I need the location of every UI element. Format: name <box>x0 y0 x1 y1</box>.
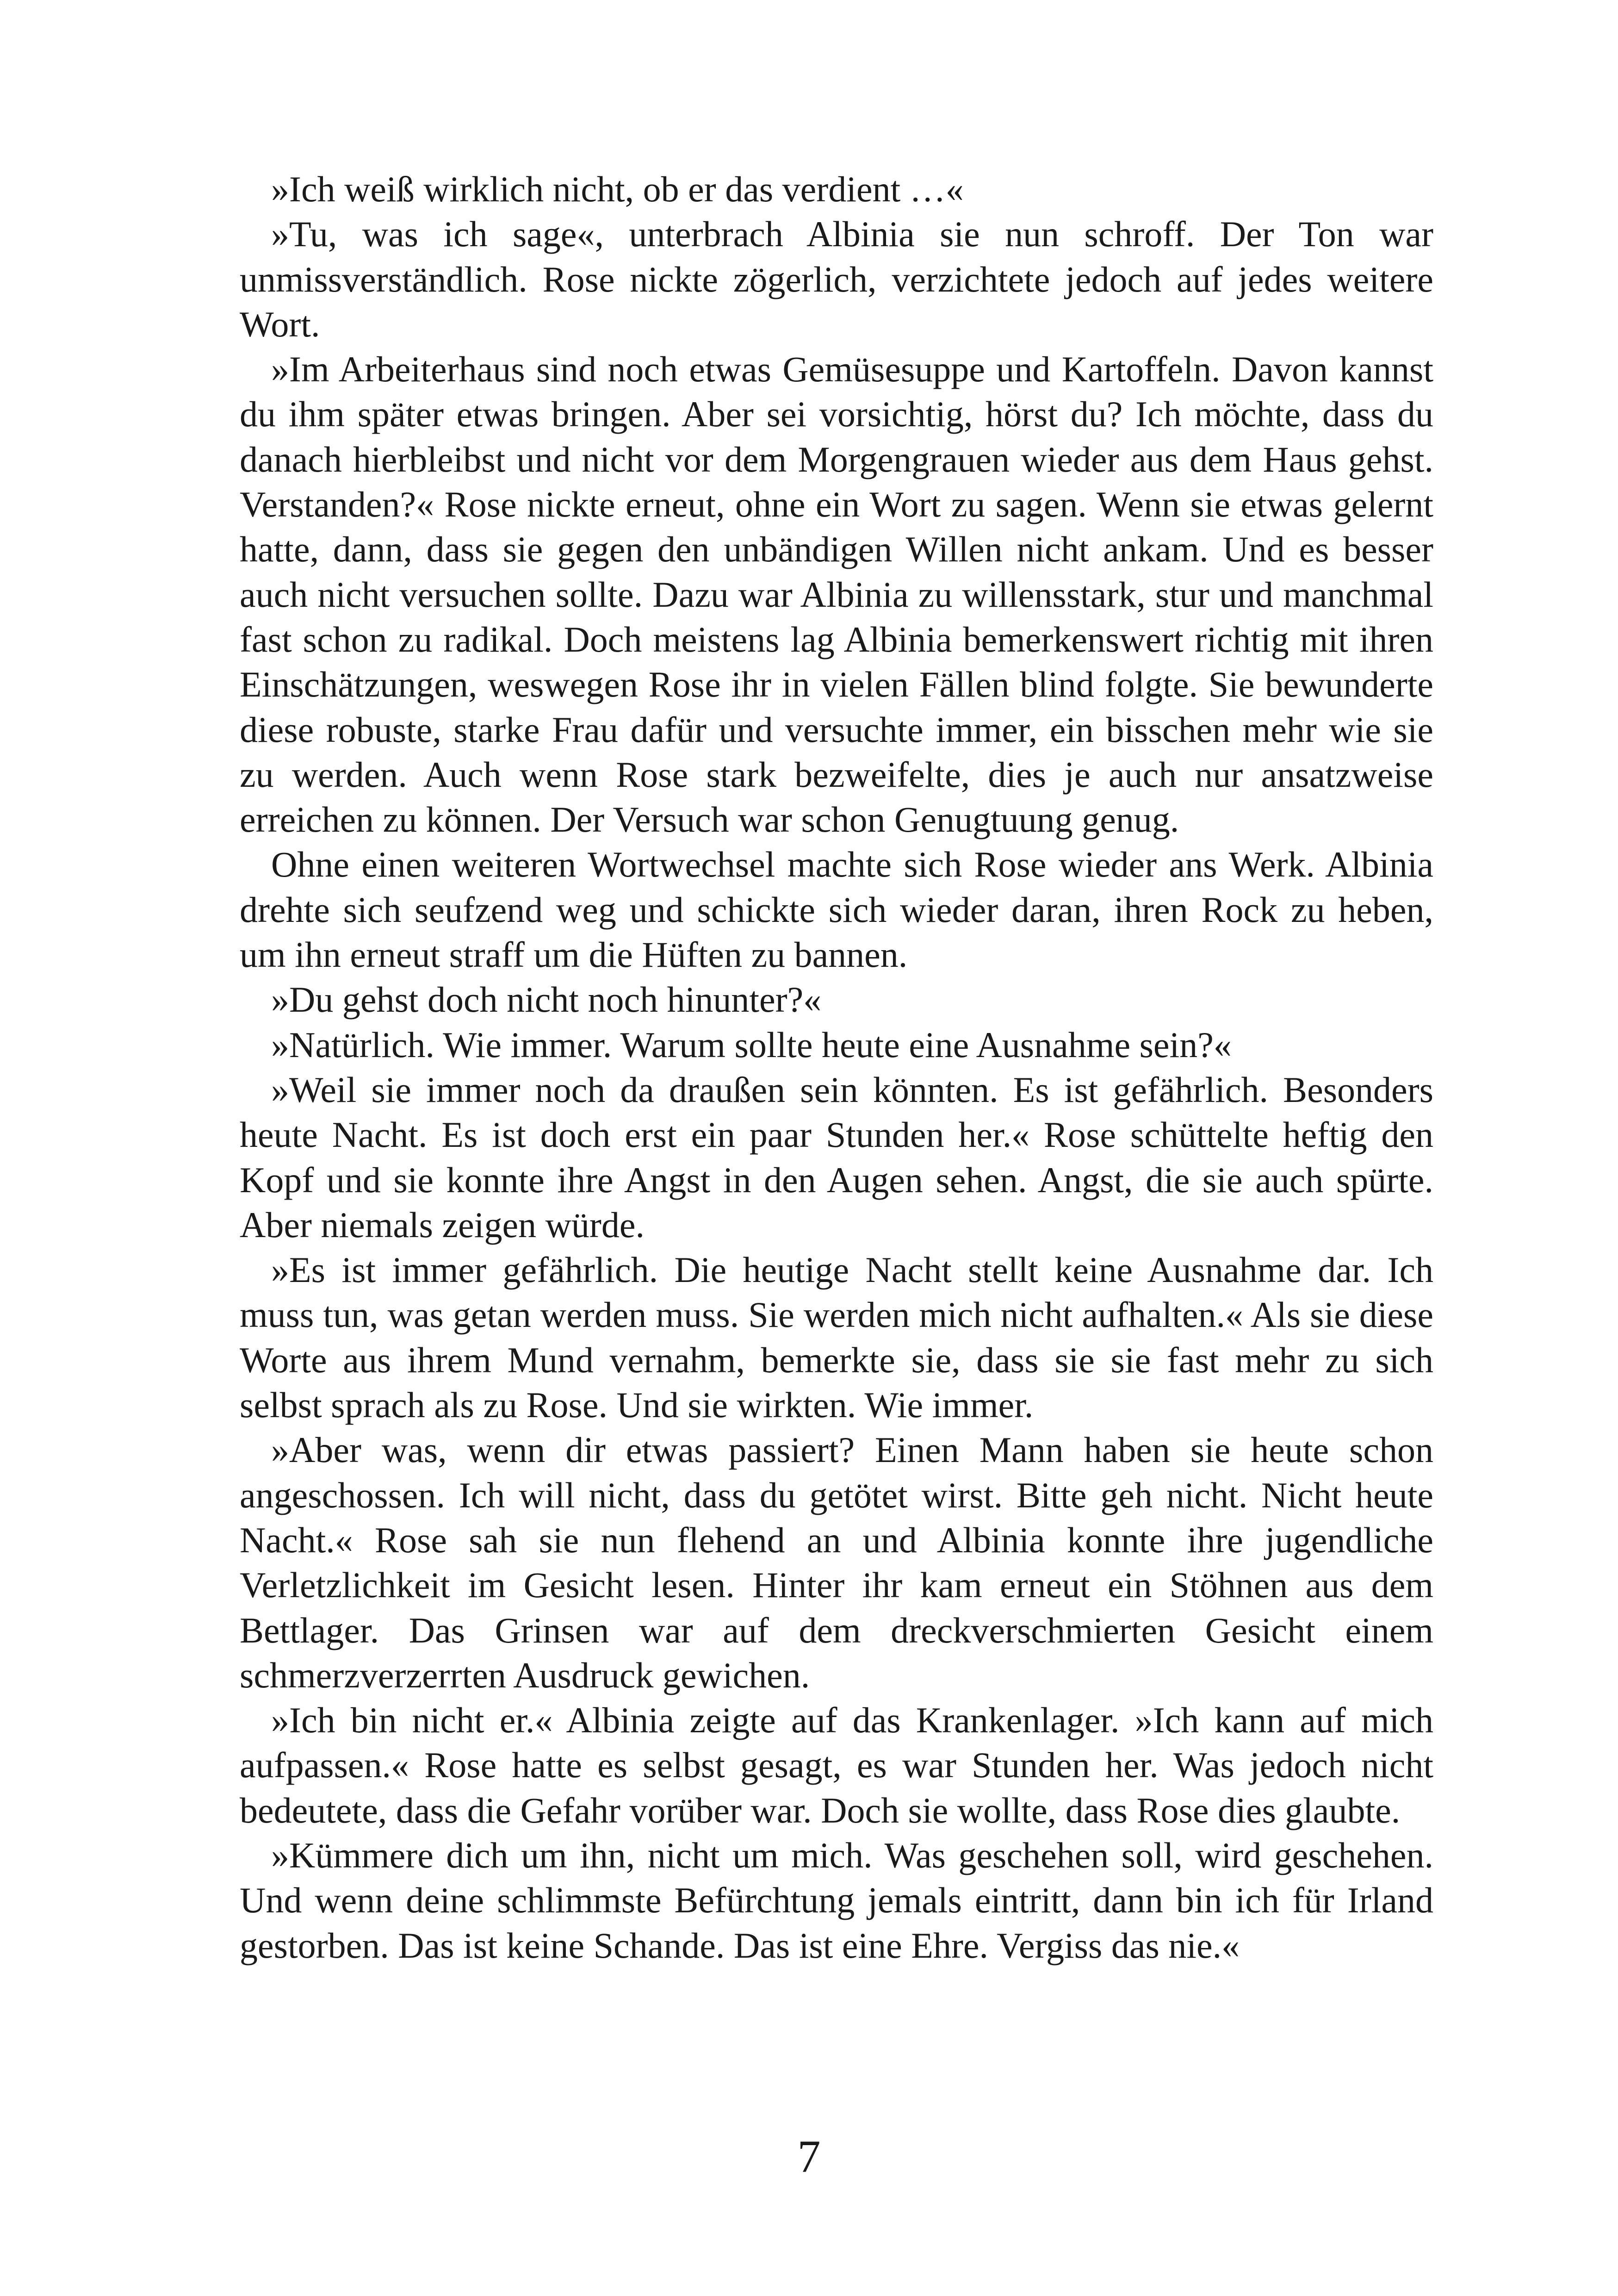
paragraph: »Weil sie immer noch da draußen sein könnten. Es ist gefährlich. Besonders heute Nacht. Es ist doch erst ein paar Stunden her.« Rose schüttelte heftig den Kopf und sie konnte ihre Angst in den Augen sehen. Angst, die sie auch spürte. Aber niemals zeigen würde. <box>240 1069 1433 1245</box>
paragraph: »Natürlich. Wie immer. Warum sollte heute eine Ausnahme sein?« <box>271 1024 1232 1065</box>
paragraph: »Du gehst doch nicht noch hinunter?« <box>271 979 822 1020</box>
paragraph: »Aber was, wenn dir etwas passiert? Einen Mann haben sie heute schon angeschossen. Ich will nicht, dass du getötet wirst. Bitte geh nicht. Nicht heute Nacht.« Rose sah sie nun flehend an und Albinia konnte ihre jugendliche Verletzlichkeit im Gesicht lesen. Hinter ihr kam erneut ein Stöhnen aus dem Bettlager. Das Grinsen war auf dem dreckverschmierten Gesicht einem schmerzverzerrten Ausdruck gewichen. <box>240 1430 1433 1695</box>
paragraph: »Es ist immer gefährlich. Die heutige Nacht stellt keine Ausnahme dar. Ich muss tun, was getan werden muss. Sie werden mich nicht aufhalten.« Als sie diese Worte aus ihrem Mund vernahm, bemerkte sie, dass sie sie fast mehr zu sich selbst sprach als zu Rose. Und sie wirkten. Wie immer. <box>240 1250 1433 1425</box>
paragraph: »Ich bin nicht er.« Albinia zeigte auf das Krankenlager. »Ich kann auf mich aufpassen.« Rose hatte es selbst gesagt, es war Stunden her. Was jedoch nicht bedeutete, dass die Gefahr vorüber war. Doch sie wollte, dass Rose dies glaubte. <box>240 1700 1433 1830</box>
body-text <box>240 167 1433 1968</box>
paragraph: »Ich weiß wirklich nicht, ob er das verdient …« <box>271 169 964 209</box>
paragraph: »Kümmere dich um ihn, nicht um mich. Was geschehen soll, wird geschehen. Und wenn deine schlimmste Befürchtung jemals eintritt, dann bin ich für Irland gestorben. Das ist keine Schande. Das ist eine Ehre. Vergiss das nie.« <box>240 1835 1433 1966</box>
paragraph: »Tu, was ich sage«, unterbrach Albinia sie nun schroff. Der Ton war unmissverständlich. Rose nickte zögerlich, verzichtete jedoch auf jedes weitere Wort. <box>240 214 1433 344</box>
paragraph: »Im Arbeiterhaus sind noch etwas Gemüsesuppe und Kartoffeln. Davon kannst du ihm später etwas bringen. Aber sei vorsichtig, hörst du? Ich möchte, dass du danach hierbleibst und nicht vor dem Morgengrauen wieder aus dem Haus gehst. Verstanden?« Rose nickte erneut, ohne ein Wort zu sagen. Wenn sie etwas gelernt hatte, dann, dass sie gegen den unbändigen Willen nicht ankam. Und es besser auch nicht versuchen sollte. Dazu war Albinia zu willensstark, stur und manchmal fast schon zu radikal. Doch meistens lag Albinia bemerkenswert richtig mit ihren Einschätzungen, weswegen Rose ihr in vielen Fällen blind folgte. Sie bewunderte diese robuste, starke Frau dafür und versuchte immer, ein bisschen mehr wie sie zu werden. Auch wenn Rose stark bezweifelte, dies je auch nur ansatzweise erreichen zu können. Der Versuch war schon Genugtuung genug. <box>240 349 1433 840</box>
paragraph: Ohne einen weiteren Wortwechsel machte sich Rose wieder ans Werk. Albinia drehte sich seufzend weg und schickte sich wieder daran, ihren Rock zu heben, um ihn erneut straff um die Hüften zu bannen. <box>240 844 1433 975</box>
page-number: 7 <box>797 2131 821 2182</box>
